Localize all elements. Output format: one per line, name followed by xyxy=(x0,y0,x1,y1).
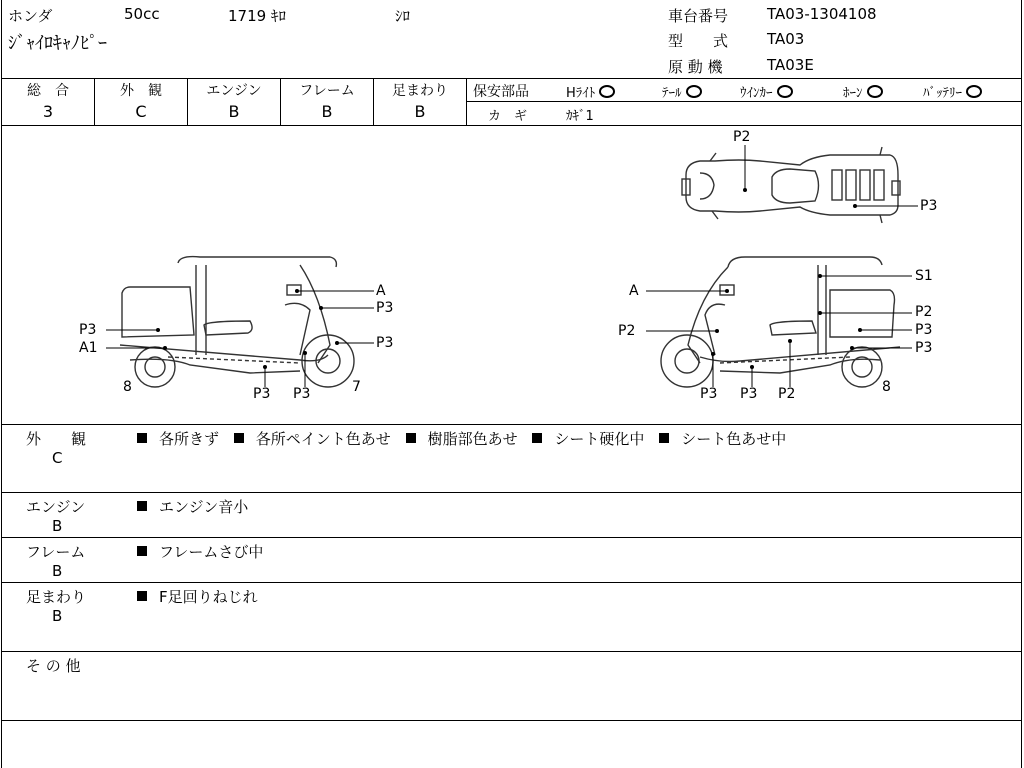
notes-divider-3 xyxy=(1,582,1022,583)
label-left-a1: A1 xyxy=(79,340,98,356)
key-label: カ ギ xyxy=(488,109,528,124)
bullet-square-icon xyxy=(137,501,147,511)
label-right-p3-1: P3 xyxy=(915,322,933,338)
label-right-p3-2: P3 xyxy=(915,340,933,356)
ok-circle-icon xyxy=(686,85,702,98)
bullet-square-icon xyxy=(532,433,542,443)
grade-table-top xyxy=(1,78,1022,79)
bullet-square-icon xyxy=(659,433,669,443)
safety-headlight: Hﾗｲﾄ xyxy=(566,82,615,101)
maker: ホンダ xyxy=(8,7,53,25)
notes-exterior-items: 各所きず 各所ペイント色あせ 樹脂部色あせ シート硬化中 シート色あせ中 xyxy=(137,428,786,449)
notes-divider-4 xyxy=(1,651,1022,652)
engine-grade-label: エンジン xyxy=(206,83,262,99)
ok-circle-icon xyxy=(867,85,883,98)
engine-label: 原 動 機 xyxy=(668,58,723,76)
model-name: ｼﾞｬｲﾛｷｬﾉﾋﾟｰ xyxy=(8,33,107,54)
notes-divider-1 xyxy=(1,492,1022,493)
label-left-p3-2: P3 xyxy=(376,335,394,351)
notes-divider-2 xyxy=(1,537,1022,538)
notes-engine-items: エンジン音小 xyxy=(137,496,248,517)
label-left-p3-5: P3 xyxy=(293,386,311,402)
label-left-p3-3: P3 xyxy=(79,322,97,338)
type-label: 型 式 xyxy=(668,32,729,50)
label-left-7: 7 xyxy=(352,379,361,395)
safety-label: 保安部品 xyxy=(473,84,529,100)
frame-no: TA03-1304108 xyxy=(767,5,877,23)
label-right-a: A xyxy=(629,283,639,299)
notes-engine-grade: B xyxy=(52,517,63,535)
engine-value: TA03E xyxy=(767,56,814,74)
label-right-s1: S1 xyxy=(915,268,933,284)
key-value: ｶｷﾞ1 xyxy=(566,109,594,124)
notes-frame-grade: B xyxy=(52,562,63,580)
type-value: TA03 xyxy=(767,30,805,48)
notes-other-label: そ の 他 xyxy=(26,657,81,675)
suspension-grade-label: 足まわり xyxy=(392,83,448,99)
notes-suspension-grade: B xyxy=(52,607,63,625)
mileage: 1719 ｷﾛ xyxy=(228,7,286,25)
bullet-square-icon xyxy=(406,433,416,443)
overall-label: 総 合 xyxy=(27,83,69,99)
exterior-grade: C xyxy=(135,102,147,121)
safety-horn: ﾎｰﾝ xyxy=(843,82,883,101)
engine-grade: B xyxy=(228,102,240,121)
notes-engine-label: エンジン xyxy=(26,498,86,516)
safety-battery: ﾊﾞｯﾃﾘｰ xyxy=(923,82,982,101)
suspension-grade: B xyxy=(414,102,426,121)
label-left-p3-4: P3 xyxy=(253,386,271,402)
ok-circle-icon xyxy=(777,85,793,98)
ok-circle-icon xyxy=(599,85,615,98)
label-right-p3-4: P3 xyxy=(740,386,758,402)
label-top-p3: P3 xyxy=(920,198,938,214)
bullet-square-icon xyxy=(234,433,244,443)
notes-top xyxy=(1,424,1022,425)
safety-divider xyxy=(467,101,1022,102)
grade-col-5 xyxy=(466,78,467,125)
label-right-8: 8 xyxy=(882,379,891,395)
exterior-label: 外 観 xyxy=(120,83,162,99)
notes-suspension-items: F足回りねじれ xyxy=(137,586,258,607)
notes-exterior-label: 外 観 xyxy=(26,430,87,448)
notes-frame-label: フレーム xyxy=(26,543,86,561)
bullet-square-icon xyxy=(137,546,147,556)
label-right-p2-2: P2 xyxy=(618,323,636,339)
leader-dots xyxy=(156,188,862,369)
notes-suspension-label: 足まわり xyxy=(26,588,87,606)
bullet-square-icon xyxy=(137,433,147,443)
safety-winker: ｳｲﾝｶｰ xyxy=(740,82,793,101)
label-right-p3-3: P3 xyxy=(700,386,718,402)
left-side-view-drawing xyxy=(120,257,354,387)
notes-exterior-grade: C xyxy=(52,449,63,467)
ok-circle-icon xyxy=(966,85,982,98)
color: ｼﾛ xyxy=(395,7,411,25)
notes-frame-items: フレームさび中 xyxy=(137,541,263,562)
label-left-8: 8 xyxy=(123,379,132,395)
leader-lines xyxy=(106,145,918,387)
label-left-a: A xyxy=(376,283,386,299)
bullet-square-icon xyxy=(137,591,147,601)
frame-grade-label: フレーム xyxy=(299,83,355,99)
label-top-p2: P2 xyxy=(733,129,751,145)
vehicle-diagram xyxy=(0,125,1024,425)
overall-grade: 3 xyxy=(42,102,54,121)
label-left-p3-1: P3 xyxy=(376,300,394,316)
frame-grade: B xyxy=(321,102,333,121)
label-right-p2-1: P2 xyxy=(915,304,933,320)
top-view-drawing xyxy=(682,147,900,223)
frame-no-label: 車台番号 xyxy=(668,7,729,25)
displacement: 50cc xyxy=(124,5,160,23)
notes-divider-5 xyxy=(1,720,1022,721)
label-right-p2-3: P2 xyxy=(778,386,796,402)
safety-tail: ﾃｰﾙ xyxy=(662,82,702,101)
